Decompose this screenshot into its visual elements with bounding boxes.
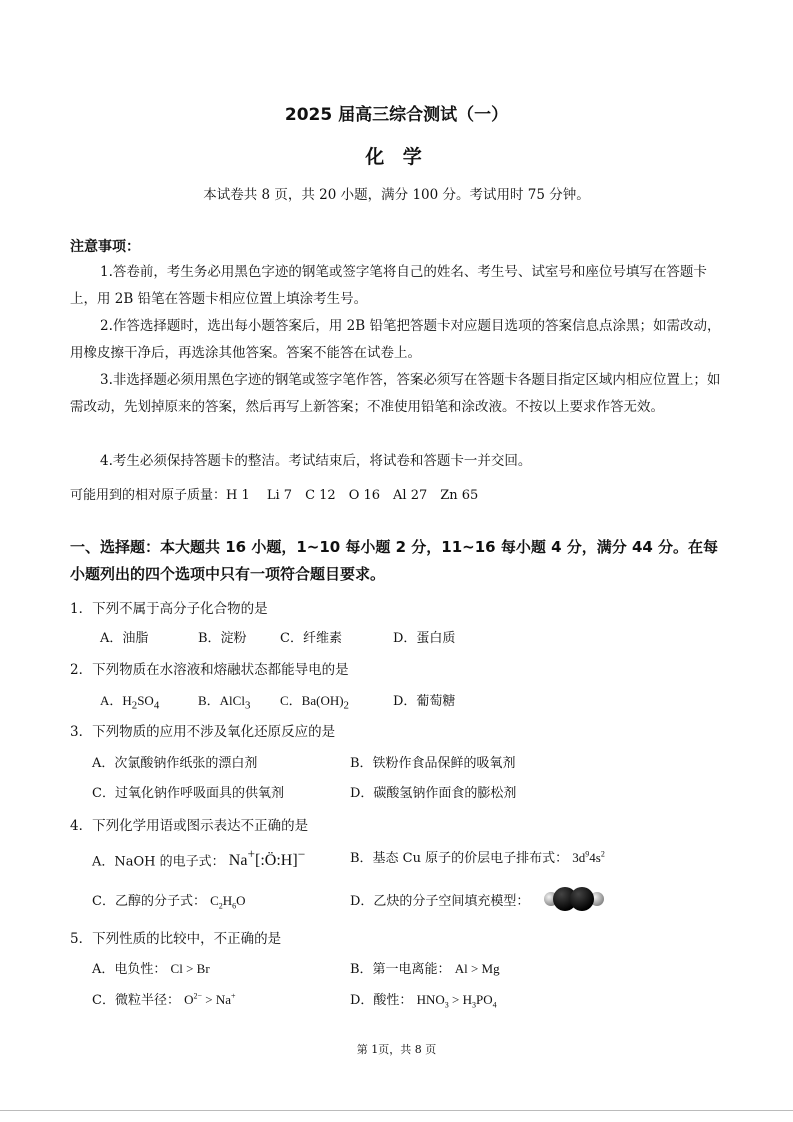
q5-option-c: C．微粒半径： $O^{2-} > Na^+$ — [92, 991, 236, 1008]
q3-option-b: B．铁粉作食品保鲜的吸氧剂 — [350, 756, 516, 771]
cu-electron-config: $3d^94s^2$ — [572, 849, 605, 865]
q5-stem: 5．下列性质的比较中，不正确的是 — [70, 931, 282, 947]
q2-stem: 2．下列物质在水溶液和熔融状态都能导电的是 — [70, 662, 349, 678]
q5-option-a: A．电负性： Cl > Br — [92, 961, 210, 977]
q3-option-c: C．过氧化钠作呼吸面具的供氧剂 — [92, 786, 284, 801]
q4-option-a: A．NaOH 的电子式： Na+[:Ö:H]− — [92, 847, 306, 870]
q4-option-c: C．乙醇的分子式： $C_2H_6O$ — [92, 893, 246, 911]
subject-title: 化 学 — [365, 146, 428, 168]
radius-comparison: $O^{2-} > Na^+$ — [184, 991, 236, 1007]
acetylene-space-filling-model — [543, 886, 605, 912]
q1-option-b: B．淀粉 — [198, 631, 247, 646]
page-footer: 第 1页，共 8 页 — [356, 1043, 437, 1056]
q2-option-b: B．AlCl$_3$ — [198, 693, 251, 712]
notice-item-2: 2.作答选择题时，选出每小题答案后，用 2B 铅笔把答题卡对应题目选项的答案信息点涂黑；如需改动，用橡皮擦干净后，再选涂其他答案。答案不能答在试卷上。 — [70, 318, 721, 361]
q1-option-a: A．油脂 — [100, 631, 149, 646]
notice-heading: 注意事项： — [70, 239, 140, 255]
q4-stem: 4．下列化学用语或图示表达不正确的是 — [70, 818, 309, 834]
naoh-electron-formula: Na+[:Ö:H]− — [228, 847, 306, 870]
acidity-comparison: $HNO_3 > H_3PO_4$ — [416, 992, 497, 1010]
q1-option-d: D．蛋白质 — [393, 631, 456, 646]
q3-option-d: D．碳酸氢钠作面食的膨松剂 — [350, 786, 517, 801]
q2-option-c: C．$Ba(OH)_2$ — [280, 693, 349, 712]
notice-item-1: 1.答卷前，考生务必用黑色字迹的钢笔或签字笔将自己的姓名、考生号、试室号和座位号填写在答题卡上，用 2B 铅笔在答题卡相应位置上填涂考生号。 — [70, 264, 707, 307]
ionization-comparison: Al > Mg — [454, 961, 500, 976]
q1-option-c: C．纤维素 — [280, 631, 342, 646]
q3-option-a: A．次氯酸钠作纸张的漂白剂 — [92, 756, 258, 771]
q5-option-d: D．酸性： $HNO_3 > H_3PO_4$ — [350, 992, 497, 1010]
section-heading: 一、选择题：本大题共 16 小题，1~10 每小题 2 分，11~16 每小题 4 分，满分 44 分。在每小题列出的四个选项中只有一项符合题目要求。 — [70, 538, 719, 583]
atomic-masses: 可能用到的相对原子质量：H 1 Li 7 C 12 O 16 Al 27 Zn 65 — [70, 488, 479, 503]
q3-stem: 3．下列物质的应用不涉及氧化还原反应的是 — [70, 724, 336, 740]
notice-item-3: 3.非选择题必须用黑色字迹的钢笔或签字笔作答，答案必须写在答题卡各题目指定区域内相应位置上；如需改动，先划掉原来的答案，然后再写上新答案；不准使用铅笔和涂改液。不按以上要求作答无效。 — [70, 372, 721, 415]
ethanol-formula: $C_2H_6O$ — [210, 893, 246, 911]
q2-option-d: D．葡萄糖 — [393, 694, 456, 709]
q5-option-b: B．第一电离能： Al > Mg — [350, 961, 500, 977]
exam-title: 2025 届高三综合测试（一） — [284, 105, 509, 125]
notice-item-4: 4.考生必须保持答题卡的整洁。考试结束后，将试卷和答题卡一并交回。 — [100, 453, 532, 469]
q4-option-d: D．乙炔的分子空间填充模型： — [350, 894, 530, 909]
q2-option-a: A．$H_2SO_4$ — [100, 693, 160, 712]
carbon-atom-right — [570, 887, 594, 911]
electronegativity-comparison: Cl > Br — [170, 961, 210, 976]
exam-intro: 本试卷共 8 页，共 20 小题，满分 100 分。考试用时 75 分钟。 — [203, 187, 590, 203]
bottom-divider — [0, 1110, 793, 1111]
q4-option-b: B．基态 Cu 原子的价层电子排布式： $3d^94s^2$ — [350, 849, 605, 866]
q1-stem: 1．下列不属于高分子化合物的是 — [70, 601, 268, 617]
